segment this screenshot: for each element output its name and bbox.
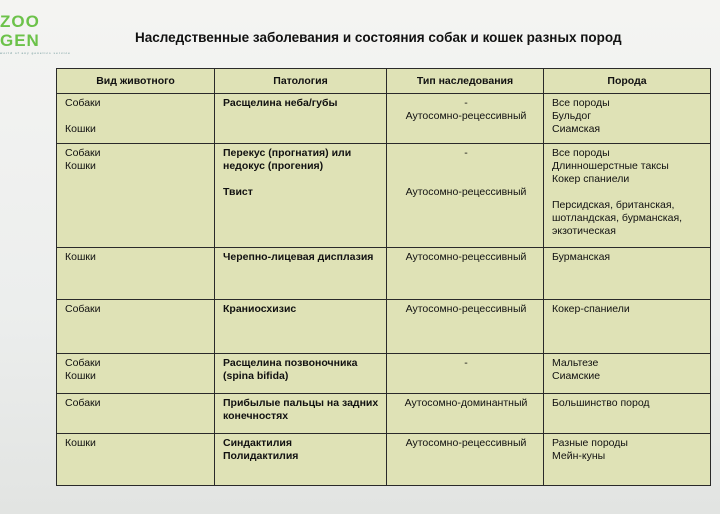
slide-title: Наследственные заболевания и состояния собак и кошек разных пород [135,30,622,45]
header-animal: Вид животного [57,69,215,94]
cell-animal [57,94,215,144]
cell-breed [544,144,711,248]
breed-text: Бульдог [552,110,592,122]
cell-animal [57,434,215,486]
cell-breed [544,94,711,144]
animal-text: Кошки [65,160,96,172]
pathology-text: Твист [223,186,253,198]
cell-breed [544,434,711,486]
pathology-text: Черепно-лицевая дисплазия [223,251,374,263]
animal-text: Собаки [65,147,101,159]
cell-breed [544,300,711,354]
breed-text: Мейн-куны [552,450,606,462]
breed-text: Длинношерстные таксы [552,160,669,172]
table-row [57,94,711,144]
inheritance-text: Аутосомно-рецессивный [405,251,527,263]
cell-animal [57,300,215,354]
cell-pathology [215,394,387,434]
breed-text: Все породы [552,147,610,159]
cell-pathology [215,144,387,248]
breed-text: Большинство пород [552,397,650,409]
inheritance-text: Аутосомно-рецессивный [405,186,527,198]
table-row [57,434,711,486]
breed-text: Сиамские [552,370,601,382]
inheritance-text: Аутосомно-доминантный [404,397,528,409]
cell-pathology [215,300,387,354]
animal-text: Собаки [65,97,101,109]
table-row [57,394,711,434]
animal-text: Собаки [65,303,101,315]
pathology-text: Краниосхизис [223,303,297,315]
inheritance-text: - [464,147,468,159]
cell-inheritance [387,248,544,300]
inheritance-text: Аутосомно-рецессивный [405,110,527,122]
cell-pathology [215,354,387,394]
cell-pathology [215,248,387,300]
inheritance-text: Аутосомно-рецессивный [405,437,527,449]
table-row [57,354,711,394]
logo-line-1: ZOO [0,12,40,31]
cell-breed [544,248,711,300]
breed-text: Мальтезе [552,357,599,369]
header-pathology: Патология [215,69,387,94]
pathology-text: Синдактилия [223,437,292,449]
animal-text: Кошки [65,437,96,449]
cell-animal [57,354,215,394]
animal-text: Кошки [65,251,96,263]
cell-inheritance [387,300,544,354]
pathology-text: Расщелина позвоночника (spina bifida) [223,357,358,382]
breed-text: Все породы [552,97,610,109]
table-row [57,300,711,354]
inheritance-text: - [464,97,468,109]
cell-animal [57,394,215,434]
cell-animal [57,144,215,248]
cell-inheritance [387,394,544,434]
cell-inheritance [387,94,544,144]
table-row [57,144,711,248]
table-header-row [57,69,711,94]
logo-line-2: GEN [0,31,40,50]
breed-text: Разные породы [552,437,628,449]
breed-text: Бурманская [552,251,611,263]
cell-inheritance [387,434,544,486]
header-inheritance: Тип наследования [387,69,544,94]
pathology-text: Перекус (прогнатия) или недокус (прогения) [223,147,352,172]
animal-text: Собаки [65,397,101,409]
breed-text: Кокер-спаниели [552,303,630,315]
cell-pathology [215,94,387,144]
pathology-text: Полидактилия [223,450,299,462]
inheritance-text: Аутосомно-рецессивный [405,303,527,315]
diseases-table [56,68,711,486]
cell-inheritance [387,144,544,248]
cell-animal [57,248,215,300]
animal-text: Кошки [65,123,96,135]
animal-text: Кошки [65,370,96,382]
animal-text: Собаки [65,357,101,369]
cell-pathology [215,434,387,486]
breed-text: Сиамская [552,123,601,135]
inheritance-text: - [464,357,468,369]
cell-inheritance [387,354,544,394]
cell-breed [544,394,711,434]
pathology-text: Расщелина неба/губы [223,97,338,109]
logo-tagline: world of any genetics service [0,51,71,55]
cell-breed [544,354,711,394]
table-row [57,248,711,300]
breed-text: Персидская, британская, шотландская, бурманская, экзотическая [552,199,683,237]
header-breed: Порода [544,69,711,94]
zoogen-logo [0,12,71,55]
breed-text: Кокер спаниели [552,173,630,185]
pathology-text: Прибылые пальцы на задних конечностях [223,397,379,422]
